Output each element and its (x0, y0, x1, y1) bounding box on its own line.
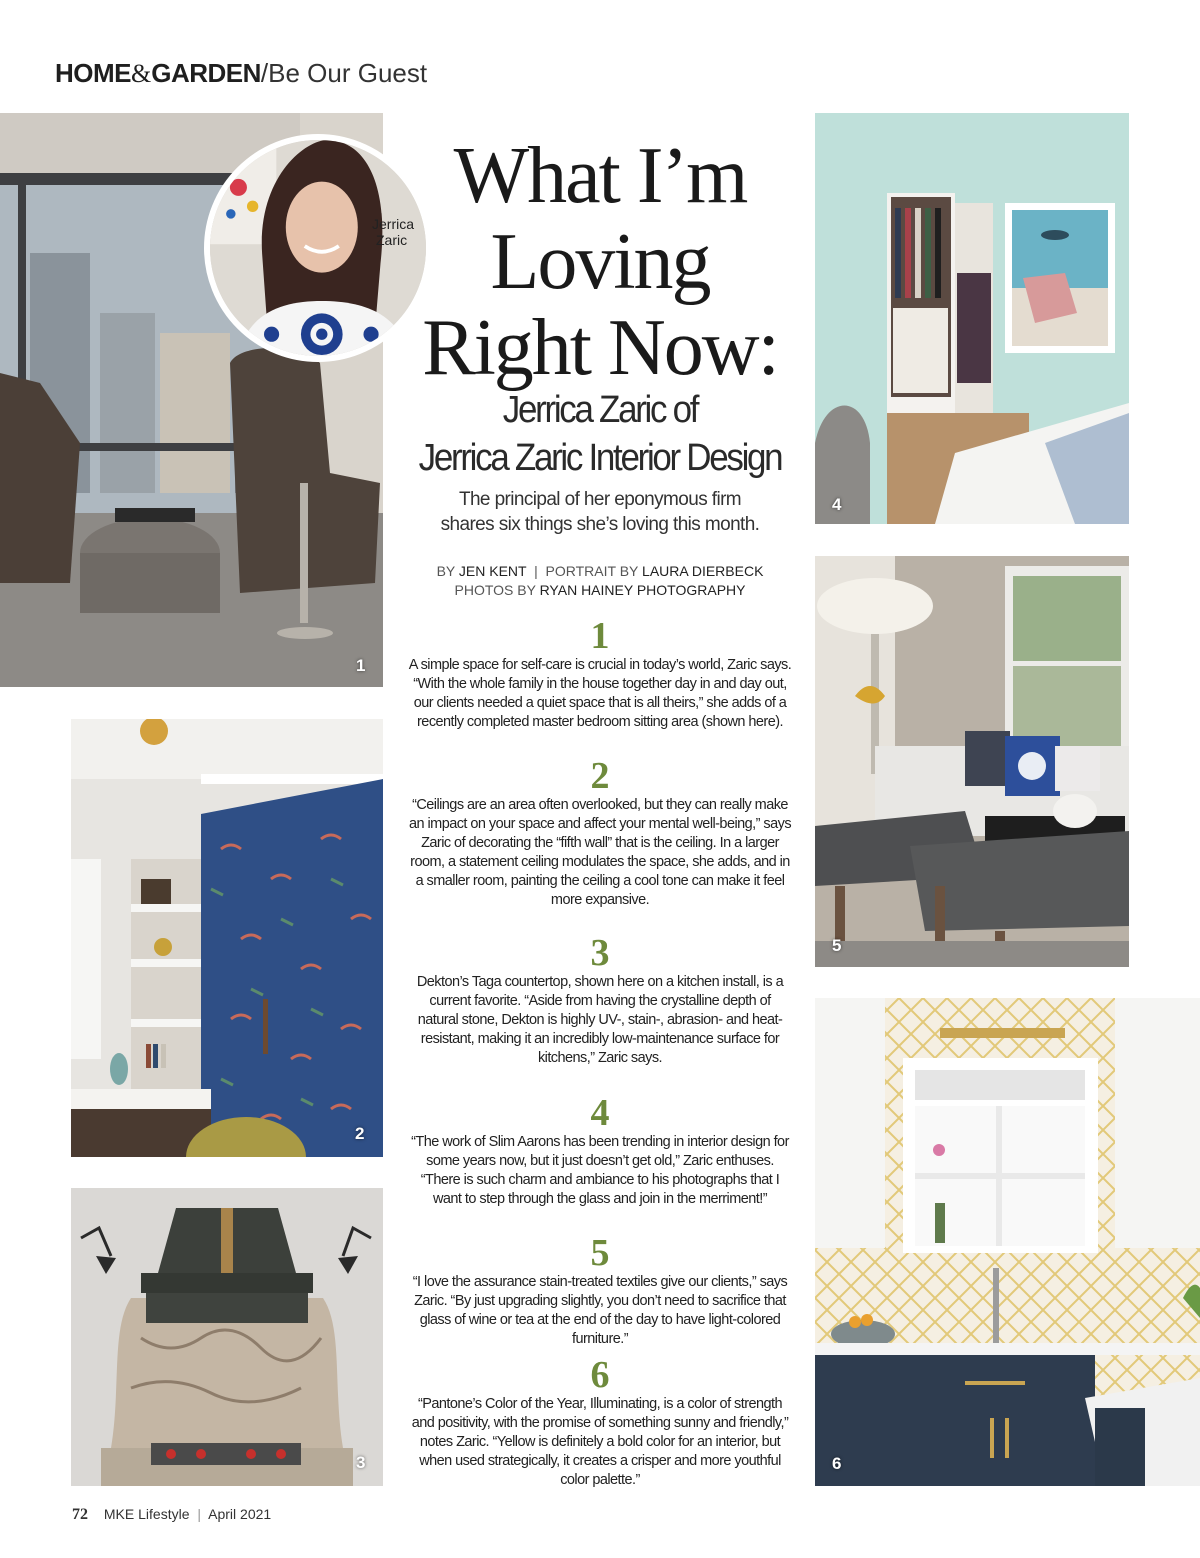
byline-author: JEN KENT (458, 563, 527, 579)
photos-credit-label: PHOTOS BY (454, 582, 536, 598)
article-title (400, 133, 800, 391)
section-header (55, 58, 427, 89)
subsection-name: Be Our Guest (268, 58, 428, 88)
photo-bedroom-closet (815, 113, 1129, 524)
credits-line-1 (400, 562, 800, 581)
item-text: A simple space for self-care is crucial in today’s world, Zaric says. “With the whole family in the house together day in and day out, our clients needed a quiet space that is all theirs,” she adds of a recently completed master bedroom sitting area (shown here). (408, 657, 792, 730)
photo-number-5: 5 (832, 936, 842, 955)
subtitle-line-1: Jerrica Zaric of (502, 389, 698, 431)
section-name-home: HOME (55, 58, 131, 88)
title-line-3: Right Now: (422, 304, 778, 392)
publication-name: MKE Lifestyle (103, 1506, 190, 1522)
photo-number-1: 1 (356, 656, 366, 675)
item-section-3 (408, 934, 792, 1068)
item-text: “The work of Slim Aarons has been trending in interior design for some years now, but it just doesn’t get old,” Zaric enthuses. “There is such charm and ambiance to his photographs that I want to step through the glass and join in the merriment!” (411, 1134, 789, 1207)
item-number: 4 (590, 1092, 610, 1134)
item-section-2 (408, 757, 792, 910)
title-line-2: Loving (490, 218, 710, 306)
item-number: 6 (590, 1354, 610, 1396)
photo-number-3: 3 (356, 1453, 366, 1472)
photo-number-4: 4 (832, 495, 842, 514)
byline-label: BY (436, 563, 456, 579)
article-dek (400, 487, 800, 537)
page-footer (72, 1505, 271, 1524)
photo-number-2: 2 (355, 1124, 365, 1143)
item-text: “Ceilings are an area often overlooked, but they can really make an impact on your space and affect your mental well-being,” says Zaric of decorating the “fifth wall” that is the ceiling. In a larger room, a statement ceiling modulates the space, she adds, and in a smaller room, painting the ceiling a cool tone can make it feel more expansive. (408, 797, 792, 908)
dek-line-2: shares six things she’s loving this month. (440, 514, 760, 535)
item-section-4 (408, 1094, 792, 1209)
item-text: “Pantone’s Color of the Year, Illuminating, is a color of strength and positivity, with the promise of something sunny and friendly,” notes Zaric. “Yellow is definitely a bold color for an interior, but when used strategically, it creates a crisper and more youthful color palette.” (411, 1396, 789, 1488)
photo-ceiling-study (71, 719, 383, 1157)
photo-kitchen-yellow (815, 998, 1200, 1486)
section-name-garden: GARDEN (151, 58, 261, 88)
item-number: 5 (590, 1232, 610, 1274)
section-ampersand: & (131, 59, 152, 88)
photo-kitchen-range (71, 1188, 383, 1486)
article-subtitle (411, 386, 788, 482)
dek-line-1: The principal of her eponymous firm (458, 489, 742, 510)
portrait-credit-name: LAURA DIERBECK (642, 563, 764, 579)
item-number: 3 (590, 932, 610, 974)
credits-divider: | (534, 563, 538, 579)
article-credits (400, 562, 800, 600)
portrait-caption-last: Zaric (376, 232, 408, 248)
item-text: “I love the assurance stain-treated textiles give our clients,” says Zaric. “By just upgrading slightly, you don’t need to sacrifice that glass of wine or tea at the end of the day to have light-colored furniture.” (412, 1274, 788, 1347)
item-section-6 (408, 1356, 792, 1490)
title-line-1: What I’m (453, 132, 747, 220)
portrait-caption-first: Jerrica (372, 216, 415, 232)
page-number: 72 (72, 1506, 88, 1523)
photo-number-6: 6 (832, 1454, 842, 1473)
item-text: Dekton’s Taga countertop, shown here on a kitchen install, is a current favorite. “Aside from having the crystalline depth of natural stone, Dekton is highly UV-, stain-, abrasion- and heat-resistant, making it an incredibly low-maintenance surface for kitchens,” Zaric says. (416, 974, 784, 1066)
portrait-photo (204, 134, 432, 362)
credits-line-2 (400, 581, 800, 600)
item-section-5 (408, 1234, 792, 1349)
item-number: 1 (590, 615, 610, 657)
issue-date: April 2021 (208, 1506, 272, 1522)
item-number: 2 (590, 755, 610, 797)
section-separator: / (260, 58, 269, 88)
photo-living-room (815, 556, 1129, 967)
photos-credit-name: RYAN HAINEY PHOTOGRAPHY (539, 582, 746, 598)
item-section-1 (408, 617, 792, 732)
footer-divider: | (197, 1506, 202, 1522)
subtitle-line-2: Jerrica Zaric Interior Design (418, 437, 782, 479)
portrait-credit-label: PORTRAIT BY (545, 563, 639, 579)
